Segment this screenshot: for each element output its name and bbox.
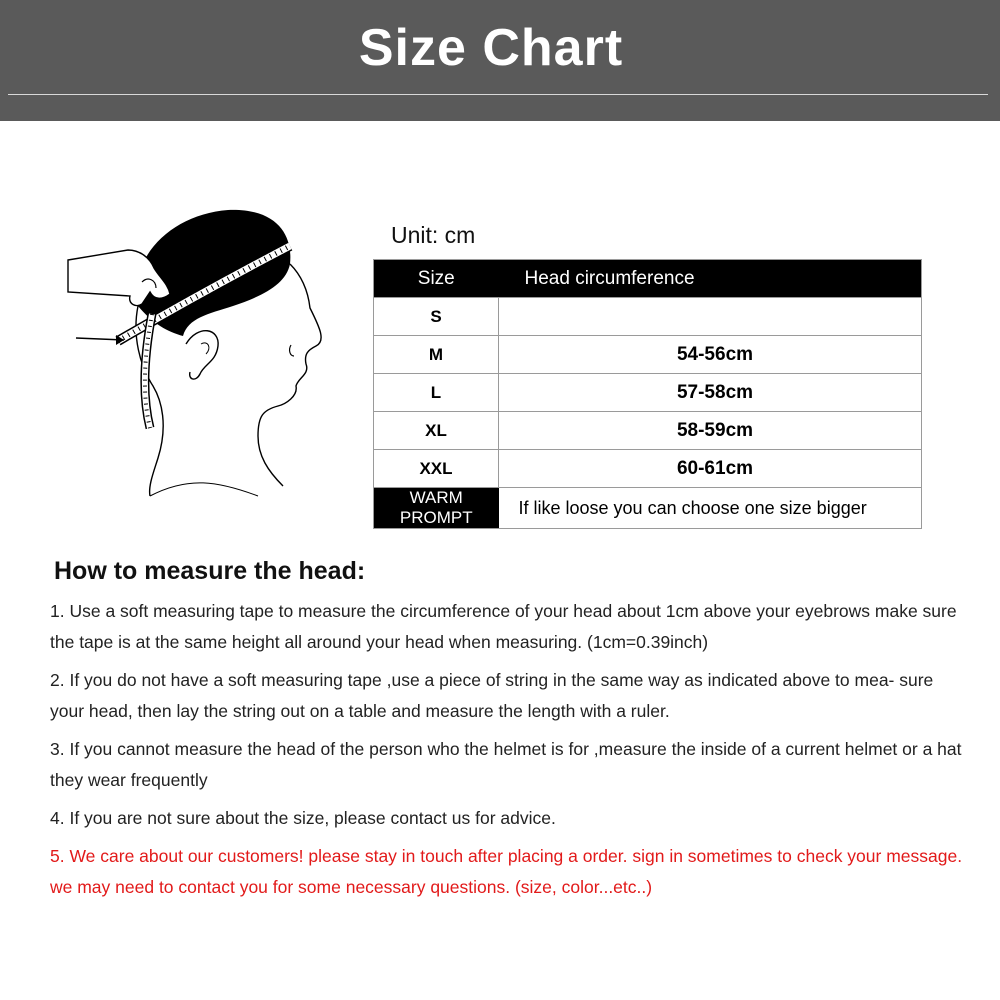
size-cell: L	[374, 374, 499, 412]
size-cell: S	[374, 298, 499, 336]
instruction-step: 2. If you do not have a soft measuring tape ,use a piece of string in the same way as indicated above to mea- sure your head, then lay the string out on a table and measure the length with a ruler.	[50, 670, 934, 721]
column-header-size: Size	[374, 260, 499, 298]
instructions-list	[50, 596, 970, 910]
header-banner	[0, 0, 1000, 121]
table-row	[374, 412, 922, 450]
circumference-cell: 60-61cm	[499, 450, 922, 488]
table-row	[374, 450, 922, 488]
table-row	[374, 298, 922, 336]
circumference-cell: 58-59cm	[499, 412, 922, 450]
warm-prompt-line2: PROMPT	[399, 508, 473, 527]
instruction-step: 1. Use a soft measuring tape to measure the circumference of your head about 1cm above your eyebrows make sure the tape is at the same height all around your head when measuring. (1cm=0.39inch)	[50, 601, 957, 652]
size-cell: XXL	[374, 450, 499, 488]
circumference-cell: 54-56cm	[499, 336, 922, 374]
unit-label: Unit: cm	[391, 222, 476, 248]
instructions-title: How to measure the head:	[54, 557, 366, 585]
warm-prompt-row	[374, 488, 922, 529]
header-divider	[8, 94, 988, 95]
table-header-row	[374, 260, 922, 298]
warm-prompt-label	[374, 488, 499, 529]
warm-prompt-text: If like loose you can choose one size bigger	[499, 488, 922, 529]
warm-prompt-line1: WARM	[409, 488, 463, 507]
head-measurement-icon	[58, 196, 333, 501]
instruction-step: 4. If you are not sure about the size, please contact us for advice.	[50, 808, 556, 828]
page-title: Size Chart	[358, 19, 624, 77]
size-table	[373, 259, 922, 529]
table-row	[374, 336, 922, 374]
column-header-circumference: Head circumference	[499, 260, 922, 298]
size-cell: M	[374, 336, 499, 374]
instruction-step: 3. If you cannot measure the head of the person who the helmet is for ,measure the inside of a current helmet or a hat they wear frequently	[50, 739, 962, 790]
table-row	[374, 374, 922, 412]
customer-care-note: 5. We care about our customers! please stay in touch after placing a order. sign in sometimes to check your message. we may need to contact you for some necessary questions. (size, color...etc..)	[50, 846, 963, 897]
circumference-cell	[499, 298, 922, 336]
size-cell: XL	[374, 412, 499, 450]
circumference-cell: 57-58cm	[499, 374, 922, 412]
